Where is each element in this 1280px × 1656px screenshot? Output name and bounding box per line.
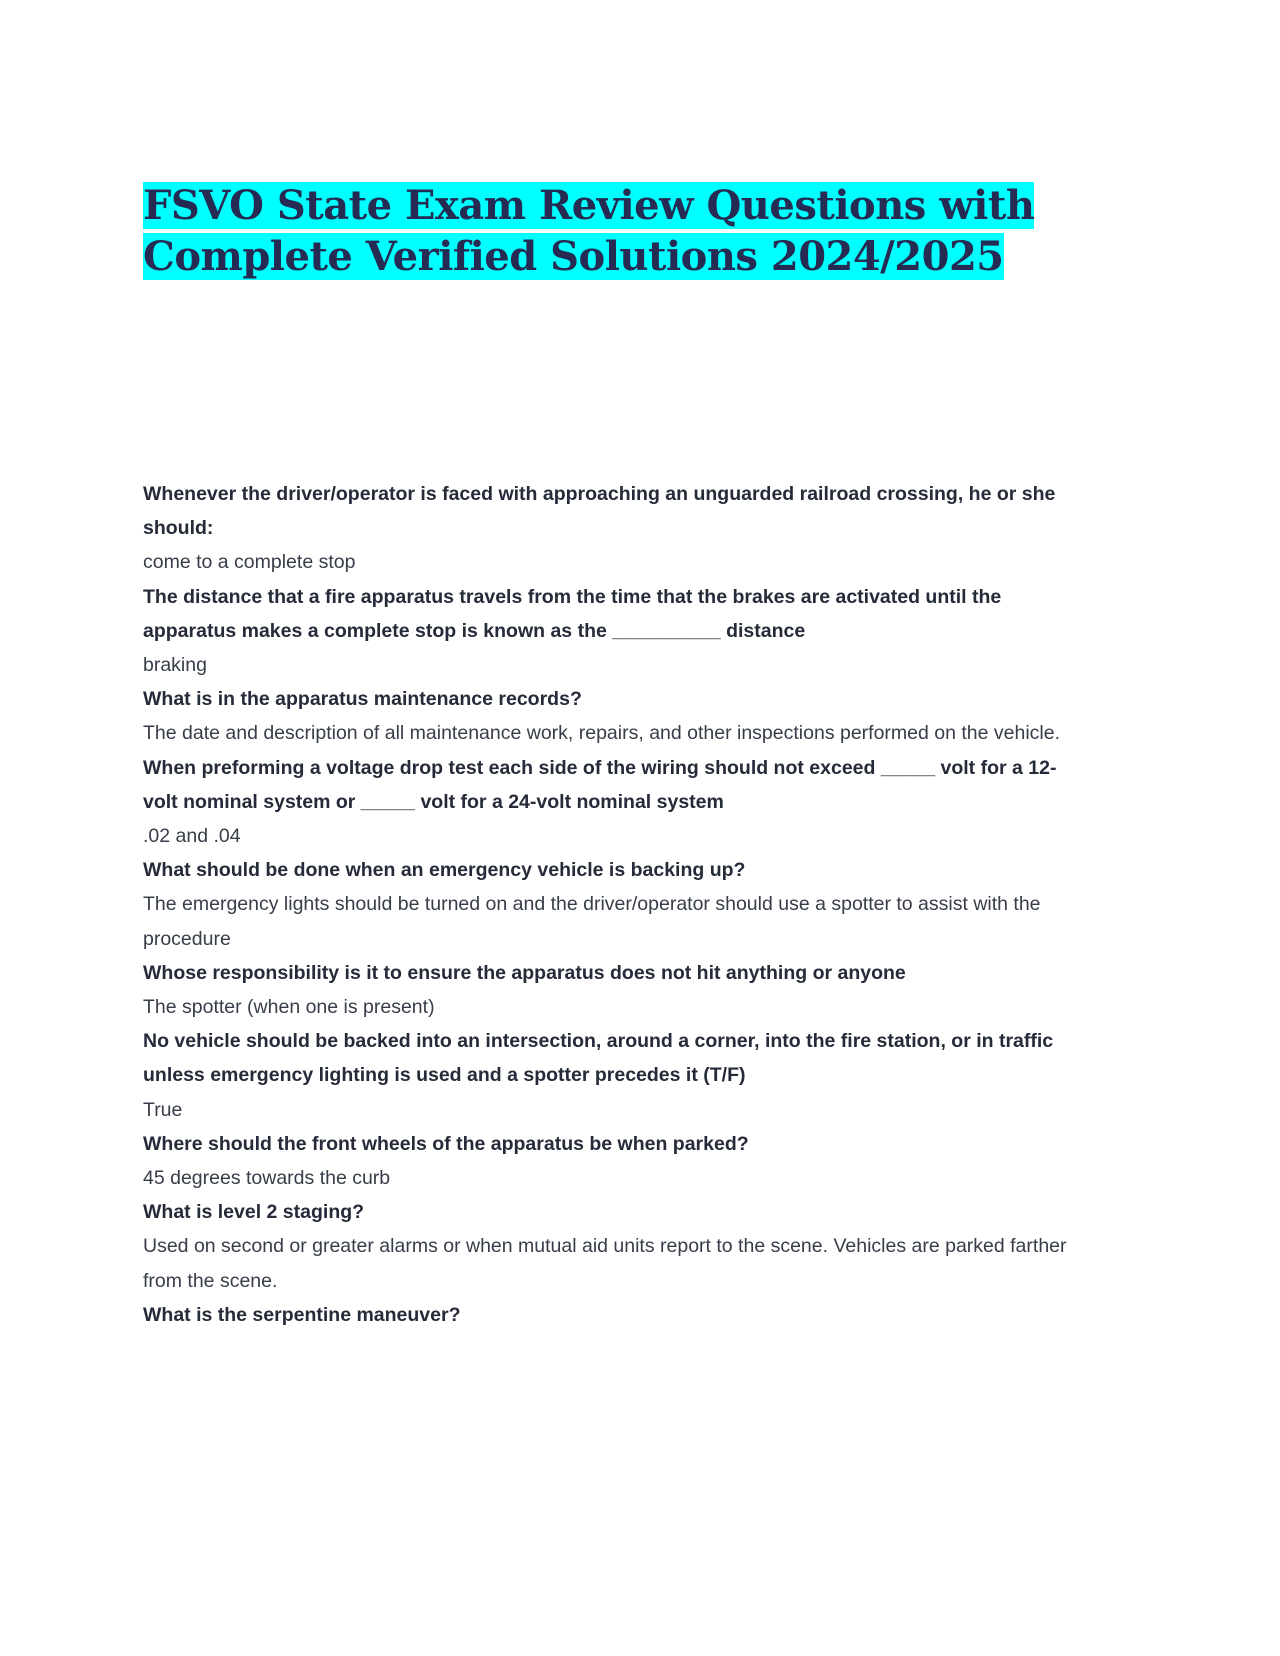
question: What is the serpentine maneuver?: [143, 1303, 461, 1326]
question: What is level 2 staging?: [143, 1201, 365, 1224]
question: Whose responsibility is it to ensure the apparatus does not hit anything or anyone: [143, 961, 906, 984]
qa-list: [143, 477, 1088, 1332]
answer: The spotter (when one is present): [143, 996, 435, 1019]
question: What is in the apparatus maintenance records?: [143, 688, 582, 711]
answer: .02 and .04: [143, 825, 241, 848]
question: Where should the front wheels of the apparatus be when parked?: [143, 1132, 749, 1155]
answer: The emergency lights should be turned on and the driver/operator should use a spotter to assist with the procedure: [143, 893, 1041, 950]
question: Whenever the driver/operator is faced with approaching an unguarded railroad crossing, he or she should:: [143, 483, 1056, 540]
answer: braking: [143, 654, 207, 677]
question: No vehicle should be backed into an intersection, around a corner, into the fire station, or in traffic unless emergency lighting is used and a spotter precedes it (T/F): [143, 1030, 1054, 1087]
question: When preforming a voltage drop test each side of the wiring should not exceed _____ volt for a 12-volt nominal system or _____ volt for a 24-volt nominal system: [143, 756, 1057, 813]
answer: come to a complete stop: [143, 551, 356, 574]
document-title: FSVO State Exam Review Questions with Complete Verified Solutions 2024/2025: [143, 182, 1035, 280]
question: What should be done when an emergency vehicle is backing up?: [143, 859, 746, 882]
answer: The date and description of all maintenance work, repairs, and other inspections performed on the vehicle.: [143, 722, 1061, 745]
answer: True: [143, 1098, 183, 1121]
answer: 45 degrees towards the curb: [143, 1167, 391, 1190]
answer: Used on second or greater alarms or when mutual aid units report to the scene. Vehicles are parked farther from the scene.: [143, 1235, 1067, 1292]
question: The distance that a fire apparatus travels from the time that the brakes are activated until the apparatus makes a complete stop is known as the __________ distance: [143, 585, 1002, 642]
